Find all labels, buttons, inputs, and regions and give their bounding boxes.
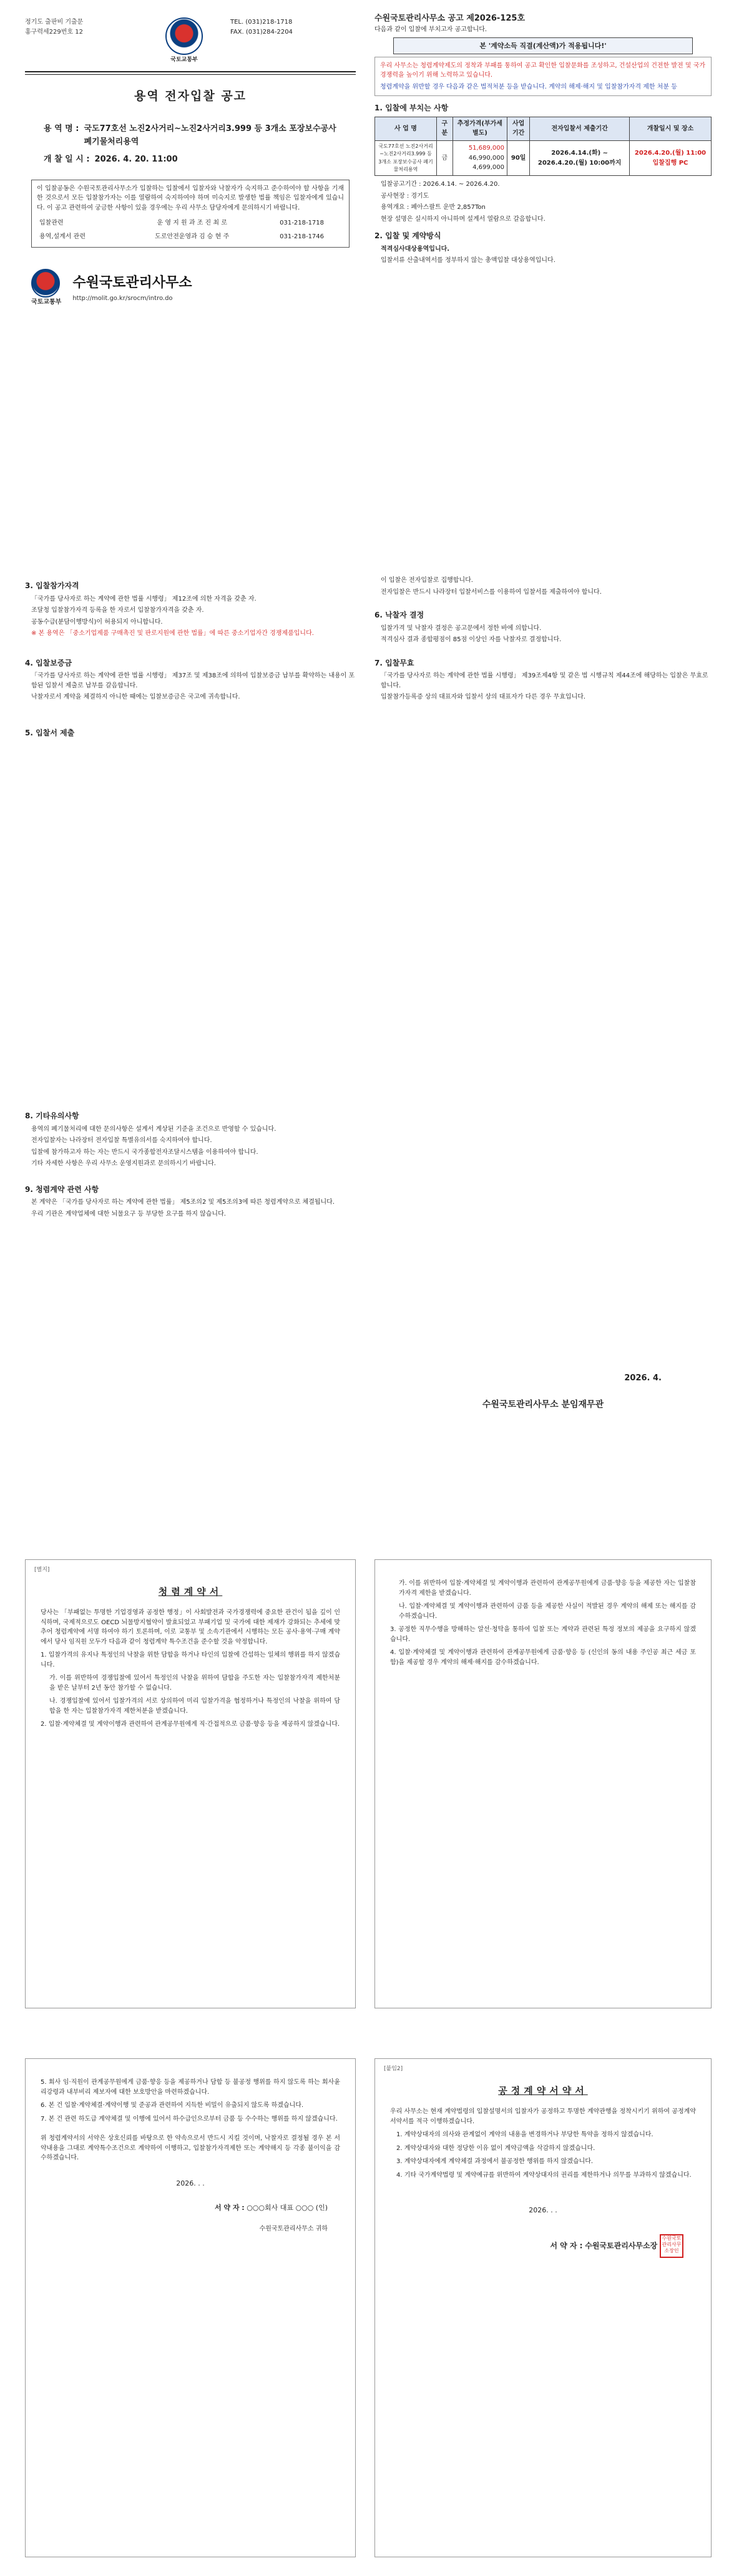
service-name-label: 용 역 명 : <box>44 124 79 134</box>
s2-item: 적격심사대상용역입니다. <box>381 245 450 253</box>
contract-item: 나. 경쟁입찰에 있어서 입찰가격의 서로 상의하여 미리 입찰가격을 협정하거나 특정인의 낙찰을 위하여 담합을 한 자는 입찰참가자격 제한처분을 받겠습니다. <box>49 1698 340 1715</box>
intro-box <box>31 180 350 248</box>
col-header: 추정가격(부가세별도) <box>453 117 507 140</box>
pledge-title: 공정계약서약서 <box>498 2085 588 2096</box>
pledge-item: 4. 기타 국가계약법령 및 계약예규를 위반하여 계약상대자의 권리를 제한하거나 의무를 부과하지 않겠습니다. <box>396 2171 692 2179</box>
government-seal-icon <box>165 17 203 55</box>
price-total: 51,689,000 <box>468 145 505 152</box>
sign-org: 수원국토관리사무소 분임재무관 <box>482 1400 604 1410</box>
sheet-corner: [별지] <box>34 1567 50 1573</box>
pledge-intro: 우리 사무소는 현재 계약법령의 입찰설명서의 입찰자가 공정하고 투명한 계약관행을 정착시키기 위하여 공정계약 서약서를 적극 이행하겠습니다. <box>390 2108 696 2125</box>
s5-item: 이 입찰은 전자입찰로 집행합니다. <box>381 577 473 584</box>
pledge-sheet <box>374 2058 712 2557</box>
contract-item: 나. 입찰·계약체결 및 계약이행과 관련하여 금품 등을 제공한 사실이 적발된 경우 계약의 해제 또는 해지를 감수하겠습니다. <box>399 1603 696 1620</box>
contract-item: 3. 공정한 직무수행을 방해하는 알선·청탁을 통하여 입찰 또는 계약과 관련된 특정 정보의 제공을 요구하지 않겠습니다. <box>390 1626 696 1643</box>
contract-item: 1. 입찰가격의 유지나 특정인의 낙찰을 위한 담합을 하거나 타인의 입찰에 간섭하는 일체의 행위를 하지 않겠습니다. <box>41 1652 340 1668</box>
contract-closing: 위 청렴계약서의 서약은 상호신뢰를 바탕으로 한 약속으로서 반드시 지킬 것이며, 낙찰자로 결정될 경우 본 서약내용을 그대로 계약특수조건으로 계약하여 이행하고, 입찰참가자격제한 또는 계약해지 등 각종 불이익을 감수하겠습니다. <box>41 2135 340 2161</box>
contract-date: 2026. . . <box>176 2179 205 2187</box>
kind-cell: 금 <box>437 140 453 176</box>
sections-lower-left <box>25 1104 356 1478</box>
section-1-title: 1. 입찰에 부치는 사항 <box>374 104 449 113</box>
contact-row <box>37 216 344 230</box>
meta-line: 정기도 출판비 기출문 <box>25 19 84 26</box>
s8-item: 입찰에 참가하고자 하는 자는 반드시 국가종합전자조달시스템을 이용하여야 합니다. <box>31 1148 258 1156</box>
s9-item: 본 계약은 「국가를 당사자로 하는 계약에 관한 법률」 제5조의2 및 제5조의3에 따른 청렴계약으로 체결됩니다. <box>31 1199 335 1206</box>
contract-item: 6. 본 건 입찰·계약체결·계약이행 및 준공과 관련하여 지득한 비밀이 유출되지 않도록 하겠습니다. <box>41 2102 304 2109</box>
section-9-title: 9. 청렴계약 관련 사항 <box>25 1184 99 1194</box>
pledge-item: 1. 계약상대자의 의사와 관계없이 계약의 내용을 변경하거나 부당한 특약을 정하지 않겠습니다. <box>396 2131 653 2139</box>
notice-cover <box>25 17 356 454</box>
s3-item: 공동수급(분담이행방식)이 허용되지 아니합니다. <box>31 618 163 626</box>
contact-row <box>37 230 344 244</box>
integrity-notice: 본 '계약소득 직결(계산액)가 적용됩니다!' <box>393 37 693 54</box>
sign-date: 2026. 4. <box>624 1373 662 1383</box>
s1-item: 현장 설명은 실시하지 아니하며 설계서 열람으로 갈음합니다. <box>381 215 546 223</box>
section-5-title: 5. 입찰서 제출 <box>25 728 75 737</box>
section-2-title: 2. 입찰 및 계약방식 <box>374 231 441 241</box>
open-cell: 2026.4.20.(월) 11:00 입찰집행 PC <box>630 140 712 176</box>
integrity-box <box>374 57 712 97</box>
s3-note: ※ 본 용역은 「중소기업제품 구매촉진 및 판로지원에 관한 법률」에 따른 중소기업자간 경쟁제품입니다. <box>31 630 314 637</box>
contract-title: 청렴계약서 <box>158 1586 223 1597</box>
col-header: 사업기간 <box>507 117 530 140</box>
contract-sheet-page-2 <box>25 2058 356 2557</box>
bid-table <box>374 117 712 177</box>
tel-number: TEL. (031)218-1718 <box>230 19 293 26</box>
pledge-item: 3. 계약상대자에게 계약체결 과정에서 불공정한 행위를 하지 않겠습니다. <box>396 2158 594 2166</box>
signer-label: 서 약 자 : <box>214 2203 245 2212</box>
contract-footer: 수원국토관리사무소 귀하 <box>259 2225 328 2232</box>
price-cell <box>453 140 507 176</box>
official-stamp-icon: 수원국토관리사무소장인 <box>660 2234 683 2258</box>
s1-item: 용역개요 : 폐아스팔트 운반 2,857Ton <box>381 204 486 211</box>
integrity-text: 우리 사무소는 청렴계약제도의 정착과 부패를 통하여 공고 확인한 입찰문화를 조성하고, 건설산업의 건전한 발전 및 국가경쟁력을 높이기 위해 노력하고 있습니다. <box>380 62 706 79</box>
contract-sheet <box>25 1559 356 2008</box>
section-7-title: 7. 입찰무효 <box>374 658 414 667</box>
office-name: 수원국토관리사무소 <box>72 275 192 291</box>
period-cell: 90일 <box>507 140 530 176</box>
section-4-title: 4. 입찰보증금 <box>25 658 72 667</box>
contract-item: 가. 이를 위반하여 경쟁입찰에 있어서 특정인의 낙찰을 위하여 담합을 주도한 자는 입찰참가자격 제한처분을 받은 날부터 2년 동안 참가할 수 없습니다. <box>49 1675 340 1692</box>
contact-tel: 031-218-1746 <box>280 233 325 240</box>
col-header: 전자입찰서 제출기간 <box>530 117 630 140</box>
contact-person: 도로안전운영과 김 승 현 주 <box>155 233 230 240</box>
ministry-logo-icon <box>31 269 60 298</box>
col-header: 구 분 <box>437 117 453 140</box>
s4-item: 「국가를 당사자로 하는 계약에 관한 법률 시행령」 제37조 및 제38조에 의하여 입찰보증금 납부를 확약하는 내용이 포함된 입찰서 제출로 납부를 갈음합니다. <box>31 672 355 689</box>
contact-table <box>37 216 344 243</box>
contract-item: 가. 이를 위반하여 입찰·계약체결 및 계약이행과 관련하여 관계공무원에게 금품·향응 등을 제공한 자는 입찰참가자격 제한을 받겠습니다. <box>399 1580 696 1597</box>
meta-line: 홍구력세229번호 12 <box>25 28 83 36</box>
integrity-penalty: 청렴계약을 위반할 경우 다음과 같은 법적처분 등을 받습니다. 계약의 해제·해지 및 입찰참가자격 제한 처분 등 <box>380 83 677 90</box>
s2-item: 입찰서류 산출내역서를 정부하지 않는 총액입찰 대상용역입니다. <box>381 257 555 264</box>
intro-text: 이 입찰공동은 수원국토관리사무소가 입찰하는 입찰에서 입찰자와 낙찰자가 숙지하고 준수하여야 할 사항을 기재한 것으로서 모든 입찰참가자는 이를 열람하여 숙지하여야 하며 미숙지로 발생한 법률 책임은 입찰자에게 있습니다. 이 공고 관련하여 궁금한 사항이 있을 경우에는 우리 사무소 담당자에게 문의하시기 바랍니다. <box>37 185 344 211</box>
s8-item: 기타 자세한 사항은 우리 사무소 운영지원과로 문의하시기 바랍니다. <box>31 1160 216 1168</box>
contract-item: 4. 입찰·계약체결 및 계약이행과 관련하여 관계공무원에게 금품·향응 등 (신인의 동의 내용 주인공 최근 세금 포함)을 제공할 경우 계약의 해제·해지를 감수하겠습니다. <box>390 1649 696 1666</box>
s1-item: 공사현장 : 경기도 <box>381 192 429 200</box>
office-url[interactable]: http://molit.go.kr/srocm/intro.do <box>72 295 173 303</box>
submit-cell: 2026.4.14.(화) ~ 2026.4.20.(월) 10:00까지 <box>530 140 630 176</box>
sheet-corner: [붙임2] <box>384 2066 403 2072</box>
price-base: 46,990,000 <box>468 154 505 162</box>
s9-item: 우리 기관은 계약업체에 대한 뇌물요구 등 부당한 요구를 하지 않습니다. <box>31 1210 226 1218</box>
contact-role: 입찰관련 <box>39 220 64 227</box>
sign-off <box>374 1372 712 1447</box>
s7-item: 「국가를 당사자로 하는 계약에 관한 법률 시행령」 제39조제4항 및 같은 법 시행규칙 제44조에 해당하는 입찰은 무효로 합니다. <box>381 672 708 689</box>
s5-item: 전자입찰은 반드시 나라장터 입찰서비스를 이용하여 입찰서를 제출하여야 합니다. <box>381 588 602 596</box>
s3-item: 조달청 입찰참가자격 등록을 한 자로서 입찰참가자격을 갖춘 자. <box>31 607 204 614</box>
pledge-item: 2. 계약상대자와 대한 정당한 이유 없이 계약금액을 삭감하지 않겠습니다. <box>396 2144 595 2152</box>
opening-date-value: 2026. 4. 20. 11:00 <box>94 154 178 164</box>
signer-value: ○○○회사 대표 ○○○ (인) <box>247 2203 328 2212</box>
sections-left <box>25 574 356 1048</box>
s3-item: 「국가를 당사자로 하는 계약에 관한 법률 시행령」 제12조에 의한 자격을 갖춘 자. <box>31 595 257 603</box>
contact-tel: 031-218-1718 <box>280 220 325 227</box>
table-row <box>375 140 712 176</box>
fax-number: FAX. (031)284-2204 <box>230 28 293 36</box>
announce-number: 수원국토관리사무소 공고 제2026-125호 <box>374 14 526 23</box>
section-8-title: 8. 기타유의사항 <box>25 1111 79 1120</box>
opening-date-label: 개 찰 일 시 : <box>44 154 90 164</box>
s8-item: 용역의 폐기물처리에 대한 문의사항은 설계서 계상된 기준을 조건으로 반영할 수 있습니다. <box>31 1125 276 1133</box>
s6-item: 적격심사 결과 종합평점이 85점 이상인 자를 낙찰자로 결정합니다. <box>381 636 562 644</box>
notice-title: 용역 전자입찰 공고 <box>134 89 247 103</box>
section-3-title: 3. 입찰참가자격 <box>25 581 79 590</box>
contact-person: 운 영 지 원 과 조 진 최 로 <box>157 220 227 227</box>
service-name-value: 국도77호선 노진2사거리~노진2사거리3.999 등 3개소 포장보수공사 폐기물처리용역 <box>84 124 336 147</box>
s4-item: 낙찰자로서 계약을 체결하지 아니한 때에는 입찰보증금은 국고에 귀속합니다. <box>31 694 240 701</box>
contract-sheet-continued <box>374 1559 712 2008</box>
contract-item: 7. 본 건 관련 하도급 계약체결 및 이행에 있어서 하수급인으로부터 금품 등 수수하는 행위를 하지 않겠습니다. <box>41 2115 338 2123</box>
header-divider <box>25 71 356 75</box>
notice-details <box>374 12 712 449</box>
s7-item: 입찰참가등록증 상의 대표자와 입찰서 상의 대표자가 다른 경우 무효입니다. <box>381 694 586 701</box>
ministry-logo-text: 국토교통부 <box>31 299 62 306</box>
ministry-name: 국토교통부 <box>170 57 198 63</box>
contract-item: 2. 입찰·계약체결 및 계약이행과 관련하여 관계공무원에게 직·간접적으로 금품·향응 등을 제공하지 않겠습니다. <box>41 1721 340 1728</box>
s6-item: 입찰가격 및 낙찰자 결정은 공고문에서 정한 바에 의합니다. <box>381 624 542 632</box>
contract-item: 5. 회사 임·직원이 관계공무원에게 금품·향응 등을 제공하거나 담합 등 불공정 행위를 하지 않도록 하는 회사윤리강령과 내부비리 제보자에 대한 보호방안을 마련하겠습니다. <box>41 2079 340 2096</box>
contact-role: 용역,설계서 관련 <box>39 233 86 240</box>
col-header: 개찰일시 및 장소 <box>630 117 712 140</box>
price-vat: 4,699,000 <box>472 164 505 172</box>
pledge-signer-label: 서 약 자 : <box>550 2241 583 2250</box>
section-6-title: 6. 낙찰자 결정 <box>374 611 424 619</box>
announce-line: 다음과 같이 입찰에 부치고자 공고합니다. <box>374 26 487 34</box>
s8-item: 전자입찰자는 나라장터 전자입찰 특별유의서를 숙지하여야 합니다. <box>31 1137 212 1145</box>
project-name: 국도77호선 노진2사거리~노진2사거리3.999 등 3개소 포장보수공사 폐기물처리용역 <box>375 140 437 176</box>
pledge-signer-value: 수원국토관리사무소장 <box>585 2241 658 2250</box>
col-header: 사 업 명 <box>375 117 437 140</box>
contract-intro: 당사는 「부패없는 투명한 기업경영과 공정한 행정」이 사회발전과 국가경쟁력에 중요한 관건이 됨을 깊이 인식하며, 국제적으로도 OECD 뇌물방지협약이 발효되었고 부패기업 및 국가에 대한 제재가 강화되는 추세에 맞추어 청렴계약에 서명 하여야 하기 토론하며, 이로 교통부 및 소속기관에서 시행하는 모든 공사·용역·구매 계약에서 당사 임직원 모두가 다음과 같이 청렴계약 특수조건을 준수할 것을 약정합니다. <box>41 1609 340 1645</box>
s1-item: 입찰공고기간 : 2026.4.14. ~ 2026.4.20. <box>381 181 500 188</box>
sections-right <box>374 574 712 1048</box>
pledge-date: 2026. . . <box>529 2206 557 2215</box>
